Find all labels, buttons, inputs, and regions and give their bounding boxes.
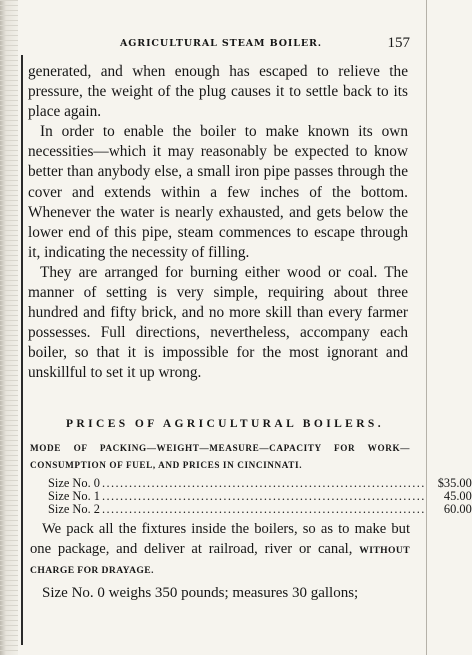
prices-subtitle: MODE OF PACKING—WEIGHT—MEASURE—CAPACITY FOR WORK—CONSUMPTION OF FUEL, AND PRICES IN CINCINNATI. <box>30 443 410 470</box>
size-label: Size No. 2 <box>48 502 100 516</box>
prices-section <box>30 418 472 603</box>
price-list <box>48 476 472 516</box>
page-edge <box>426 0 427 655</box>
leader-dots: ........................................................................ <box>101 489 426 503</box>
leader-dots: ........................................................................ <box>101 476 426 490</box>
size-price: 60.00 <box>443 502 472 516</box>
binding-edge <box>0 0 18 655</box>
price-row <box>48 502 472 516</box>
page-number: 157 <box>387 35 410 51</box>
body-text <box>28 62 408 384</box>
paragraph: In order to enable the boiler to make known its own necessities—which it may reasonably be expected to know better than anybody else, a small iron pipe passes through the cover and extends within a few inches of the bottom. Whenever the water is nearly exhausted, and gets below the lower end of this pipe, steam commences to escape through it, indicating the necessity of filling. <box>28 123 408 261</box>
packing-note <box>30 520 410 581</box>
size-price: $35.00 <box>437 476 472 490</box>
running-title: AGRICULTURAL STEAM BOILER. <box>120 38 322 49</box>
paragraph: generated, and when enough has escaped to relieve the pressure, the weight of the plug causes it to settle back to its place again. <box>28 63 408 121</box>
running-head <box>30 35 410 54</box>
leader-dots: ........................................................................ <box>101 502 426 516</box>
size-label: Size No. 1 <box>48 489 100 503</box>
paragraph: They are arranged for burning either wood or coal. The manner of setting is very simple, requiring about three hundred and fifty brick, and no more skill than every farmer possesses. Full directions, nevertheless, accompany each boiler, so that it is impossible for the most ignorant and unskillful to set it up wrong. <box>28 263 408 382</box>
packing-note-text: We pack all the fixtures inside the boilers, so as to make but one package, and deliver at railroad, river or canal, <box>30 521 410 557</box>
weight-line: Size No. 0 weighs 350 pounds; measures 30 gallons; <box>42 584 359 601</box>
margin-rule <box>21 55 23 645</box>
size-price: 45.00 <box>443 489 472 503</box>
drayage-note: WITHOUT CHARGE FOR DRAYAGE. <box>30 544 410 576</box>
prices-title: PRICES OF AGRICULTURAL BOILERS. <box>66 418 384 430</box>
size-label: Size No. 0 <box>48 476 100 490</box>
